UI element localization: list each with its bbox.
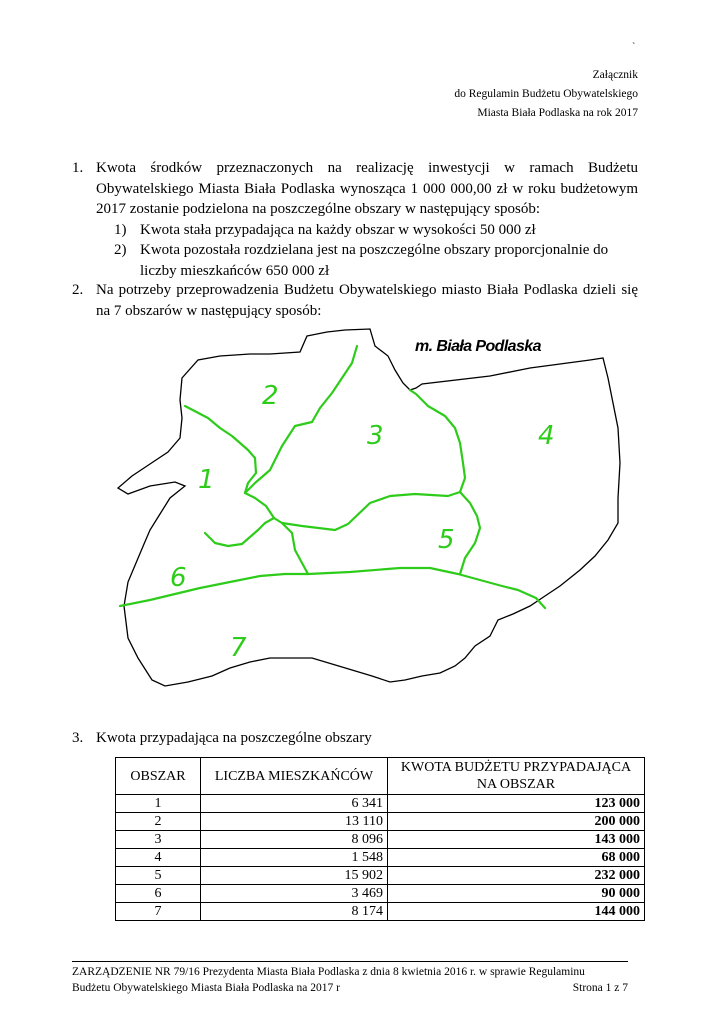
boundary-line	[282, 523, 308, 574]
area-label-2: 2	[262, 381, 279, 411]
budget-cell: 143 000	[388, 831, 645, 849]
city-outer-boundary	[118, 329, 620, 686]
section-1-number: 1.	[72, 160, 84, 176]
table-row	[116, 795, 645, 813]
area-cell: 7	[116, 903, 201, 921]
table-row	[116, 849, 645, 867]
table-row	[116, 867, 645, 885]
column-header-area: OBSZAR	[116, 758, 201, 795]
section-1-text: Kwota środków przeznaczonych na realizację inwestycji w ramach Budżetu Obywatelskiego Miasta Biała Podlaska wynosząca 1 000 000,00 zł w roku budżetowym 2017 zostanie podzielona na poszczególne obszary w następujący sposób:	[96, 160, 638, 217]
table-header-row	[116, 758, 645, 795]
section-3-text: Kwota przypadająca na poszczególne obszary	[96, 730, 372, 746]
list-item-number: 2)	[114, 242, 127, 258]
area-label-7: 7	[230, 633, 247, 663]
boundary-line	[460, 492, 480, 574]
area-label-3: 3	[367, 421, 384, 451]
footer-line-1: ZARZĄDZENIE NR 79/16 Prezydenta Miasta Biała Podlaska z dnia 8 kwietnia 2016 r. w sprawie Regulaminu	[72, 966, 585, 978]
list-item-number: 1)	[114, 221, 127, 238]
residents-cell: 1 548	[201, 849, 388, 867]
footer-line-2: Budżetu Obywatelskiego Miasta Biała Podlaska na 2017 r	[72, 982, 340, 994]
budget-cell: 90 000	[388, 885, 645, 903]
boundary-line	[245, 390, 465, 530]
table-row	[116, 885, 645, 903]
page-mark: `	[632, 42, 636, 53]
section-2	[72, 280, 638, 321]
document-footer	[72, 964, 628, 996]
area-cell: 2	[116, 813, 201, 831]
area-label-6: 6	[170, 563, 187, 593]
table-row	[116, 903, 645, 921]
residents-cell: 8 096	[201, 831, 388, 849]
budget-cell: 68 000	[388, 849, 645, 867]
area-cell: 3	[116, 831, 201, 849]
list-item-text: Kwota stała przypadająca na każdy obszar w wysokości 50 000 zł	[140, 221, 536, 238]
document-header	[238, 66, 638, 123]
list-item	[114, 220, 638, 241]
area-cell: 5	[116, 867, 201, 885]
budget-cell: 144 000	[388, 903, 645, 921]
boundary-line	[312, 346, 357, 422]
boundary-line	[185, 406, 256, 493]
column-header-budget: KWOTA BUDŻETU PRZYPADAJĄCA NA OBSZAR	[388, 758, 645, 795]
budget-table	[115, 757, 645, 921]
residents-cell: 8 174	[201, 903, 388, 921]
area-cell: 6	[116, 885, 201, 903]
budget-cell: 123 000	[388, 795, 645, 813]
header-line-1: Załącznik	[592, 69, 638, 81]
residents-cell: 15 902	[201, 867, 388, 885]
budget-cell: 232 000	[388, 867, 645, 885]
residents-cell: 6 341	[201, 795, 388, 813]
area-label-1: 1	[198, 465, 215, 495]
table-row	[116, 813, 645, 831]
section-3-number: 3.	[72, 730, 84, 746]
area-cell: 4	[116, 849, 201, 867]
section-3	[72, 728, 638, 749]
section-2-number: 2.	[72, 282, 84, 298]
residents-cell: 13 110	[201, 813, 388, 831]
residents-cell: 3 469	[201, 885, 388, 903]
footer-divider	[72, 961, 628, 962]
area-cell: 1	[116, 795, 201, 813]
budget-cell: 200 000	[388, 813, 645, 831]
header-line-3: Miasta Biała Podlaska na rok 2017	[477, 107, 638, 119]
page-number: Strona 1 z 7	[572, 982, 628, 994]
list-item-text: Kwota pozostała rozdzielana jest na poszczególne obszary proporcjonalnie do liczby mieszkańców 650 000 zł	[140, 242, 609, 279]
area-label-4: 4	[538, 421, 555, 451]
column-header-residents: LICZBA MIESZKAŃCÓW	[201, 758, 388, 795]
boundary-line	[205, 518, 274, 546]
section-1	[72, 158, 638, 281]
table-row	[116, 831, 645, 849]
area-label-5: 5	[438, 525, 455, 555]
map-title: m. Biała Podlaska	[415, 338, 541, 355]
list-item	[114, 240, 638, 281]
city-districts-map	[70, 318, 654, 710]
section-2-text: Na potrzeby przeprowadzenia Budżetu Obywatelskiego miasto Biała Podlaska dzieli się na 7 obszarów w następujący sposób:	[96, 282, 638, 319]
header-line-2: do Regulamin Budżetu Obywatelskiego	[454, 88, 638, 100]
